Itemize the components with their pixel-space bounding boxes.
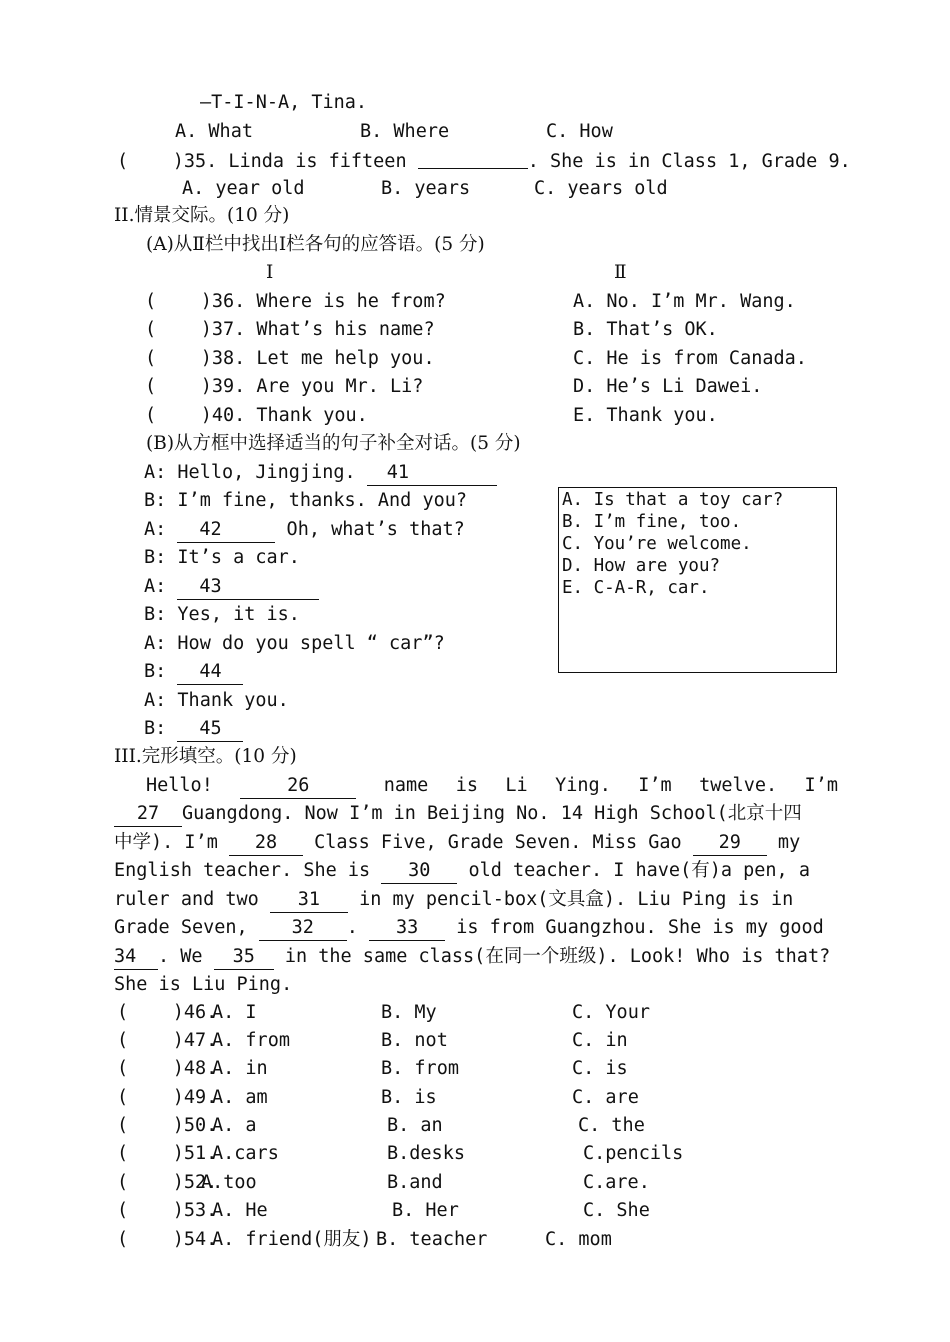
q35-blank xyxy=(418,148,528,169)
option-49-a: A. am xyxy=(212,1087,268,1108)
match-question-36: ( )36. Where is he from? xyxy=(145,291,446,312)
question-46: ( )46. xyxy=(117,1002,218,1023)
dialogue-line-4: B: It’s a car. xyxy=(144,547,300,568)
dialogue-line-7: A: How do you spell “ car”? xyxy=(144,633,445,654)
match-question-39: ( )39. Are you Mr. Li? xyxy=(145,376,424,397)
option-54-b: B. teacher xyxy=(376,1229,488,1250)
question-51: ( )51. xyxy=(117,1143,218,1164)
q34-answer-line: —T-I-N-A, Tina. xyxy=(200,92,368,113)
match-answer-e: E. Thank you. xyxy=(573,405,718,426)
option-51-c: C.pencils xyxy=(583,1143,684,1164)
passage-word: I’m xyxy=(638,775,672,796)
col1-header: Ⅰ xyxy=(266,262,274,283)
question-47: ( )47. xyxy=(117,1030,218,1051)
blank-42: 42 xyxy=(177,518,275,543)
option-52-c: C.are. xyxy=(583,1172,650,1193)
option-47-c: C. in xyxy=(572,1030,628,1051)
dialogue-text: A: xyxy=(144,519,178,540)
blank-45: 45 xyxy=(177,717,243,742)
blank-31: 31 xyxy=(270,888,348,913)
q35-text-a: 35. Linda is fifteen xyxy=(183,151,418,172)
option-46-c: C. Your xyxy=(572,1002,650,1023)
dialogue-line-8 xyxy=(144,660,243,685)
box-option-b: B. I’m fine, too. xyxy=(562,512,742,532)
option-50-a: A. a xyxy=(212,1115,257,1136)
question-52: ( )52. xyxy=(117,1172,218,1193)
match-answer-d: D. He’s Li Dawei. xyxy=(573,376,763,397)
question-50: ( )50. xyxy=(117,1115,218,1136)
blank-32: 32 xyxy=(259,916,347,941)
passage-text: in the same class(在同一个班级). Look! Who is that? xyxy=(273,946,831,967)
blank-35: 35 xyxy=(214,945,274,970)
box-option-e: E. C-A-R, car. xyxy=(562,578,710,598)
q35-option-c: C. years old xyxy=(534,178,668,199)
dialogue-line-5 xyxy=(144,575,319,600)
box-option-d: D. How are you? xyxy=(562,556,721,576)
option-54-a: A. friend(朋友) xyxy=(212,1229,372,1250)
dialogue-line-3 xyxy=(144,518,465,543)
passage-text: English teacher. She is xyxy=(114,860,382,881)
box-option-a: A. Is that a toy car? xyxy=(562,490,784,510)
option-52-a: A.too xyxy=(201,1172,257,1193)
dialogue-line-6: B: Yes, it is. xyxy=(144,604,300,625)
dialogue-line-1 xyxy=(144,461,497,486)
dialogue-text: A: xyxy=(144,576,178,597)
option-47-b: B. not xyxy=(381,1030,448,1051)
passage-text: 中学). I’m xyxy=(114,832,229,853)
blank-28: 28 xyxy=(229,831,303,856)
q34-option-b: B. Where xyxy=(360,121,450,142)
option-51-b: B.desks xyxy=(387,1143,465,1164)
blank-34: 34 xyxy=(114,945,158,970)
passage-text: Grade Seven, xyxy=(114,917,259,938)
passage-line-6 xyxy=(114,916,824,941)
option-47-a: A. from xyxy=(212,1030,290,1051)
option-51-a: A.cars xyxy=(212,1143,279,1164)
option-48-b: B. from xyxy=(381,1058,459,1079)
blank-41: 41 xyxy=(367,461,497,486)
q34-option-a: A. What xyxy=(175,121,253,142)
passage-word: I’m xyxy=(804,775,838,796)
match-answer-b: B. That’s OK. xyxy=(573,319,718,340)
blank-27: 27 xyxy=(114,802,182,827)
blank-43: 43 xyxy=(177,575,319,600)
passage-text: my xyxy=(766,832,801,853)
match-answer-c: C. He is from Canada. xyxy=(573,348,807,369)
passage-word: Hello! xyxy=(146,775,213,796)
part-b-title: (B)从方框中选择适当的句子补全对话。(5 分) xyxy=(146,433,521,454)
passage-text: ruler and two xyxy=(114,889,270,910)
dialogue-text: A: Hello, Jingjing. xyxy=(144,462,367,483)
option-53-a: A. He xyxy=(212,1200,268,1221)
q35-line xyxy=(117,148,851,174)
blank-33: 33 xyxy=(369,916,445,941)
passage-word: twelve. xyxy=(699,775,778,796)
passage-text: old teacher. I have(有)a pen, a xyxy=(457,860,810,881)
question-49: ( )49. xyxy=(117,1087,218,1108)
blank-26: 26 xyxy=(240,774,356,799)
match-answer-a: A. No. I’m Mr. Wang. xyxy=(573,291,796,312)
passage-text: Guangdong. Now I’m in Beijing No. 14 High School(北京十四 xyxy=(182,803,802,824)
passage-word: Ying. xyxy=(555,775,611,796)
dialogue-line-2: B: I’m fine, thanks. And you? xyxy=(144,490,468,511)
options-box xyxy=(558,487,837,673)
passage-line-3 xyxy=(114,831,800,856)
option-50-b: B. an xyxy=(387,1115,443,1136)
option-50-c: C. the xyxy=(578,1115,645,1136)
option-53-b: B. Her xyxy=(392,1200,459,1221)
match-question-37: ( )37. What’s his name? xyxy=(145,319,435,340)
dialogue-line-10 xyxy=(144,717,243,742)
option-49-b: B. is xyxy=(381,1087,437,1108)
section3-title: III.完形填空。(10 分) xyxy=(114,746,297,767)
option-52-b: B.and xyxy=(387,1172,443,1193)
q35-option-a: A. year old xyxy=(182,178,305,199)
match-question-38: ( )38. Let me help you. xyxy=(145,348,435,369)
passage-text: Class Five, Grade Seven. Miss Gao xyxy=(302,832,693,853)
passage-text: in my pencil-box(文具盒). Liu Ping is in xyxy=(347,889,794,910)
option-53-c: C. She xyxy=(583,1200,650,1221)
passage-line-1 xyxy=(146,774,838,799)
passage-line-8: She is Liu Ping. xyxy=(114,974,293,995)
dialogue-line-9: A: Thank you. xyxy=(144,690,289,711)
passage-line-7 xyxy=(114,945,830,970)
answer-paren: ( ) xyxy=(117,151,184,172)
passage-text: is from Guangzhou. She is my good xyxy=(445,917,824,938)
option-49-c: C. are xyxy=(572,1087,639,1108)
option-46-b: B. My xyxy=(381,1002,437,1023)
dialogue-text: B: xyxy=(144,661,178,682)
passage-word: name xyxy=(383,775,429,796)
q35-option-b: B. years xyxy=(381,178,471,199)
blank-44: 44 xyxy=(177,660,243,685)
passage-text: . We xyxy=(158,946,214,967)
option-46-a: A. I xyxy=(212,1002,257,1023)
dialogue-text: B: xyxy=(144,718,178,739)
passage-line-5 xyxy=(114,888,793,913)
question-54: ( )54. xyxy=(117,1229,218,1250)
passage-line-2 xyxy=(114,802,802,827)
blank-29: 29 xyxy=(693,831,767,856)
blank-30: 30 xyxy=(381,859,457,884)
dialogue-text: Oh, what’s that? xyxy=(275,519,465,540)
match-question-40: ( )40. Thank you. xyxy=(145,405,368,426)
q34-option-c: C. How xyxy=(546,121,613,142)
option-48-c: C. is xyxy=(572,1058,628,1079)
col2-header: Ⅱ xyxy=(614,262,627,283)
box-option-c: C. You’re welcome. xyxy=(562,534,752,554)
section2-title: II.情景交际。(10 分) xyxy=(114,205,290,226)
part-a-title: (A)从Ⅱ栏中找出Ⅰ栏各句的应答语。(5 分) xyxy=(146,234,485,255)
question-53: ( )53. xyxy=(117,1200,218,1221)
passage-text: . xyxy=(346,917,370,938)
q35-text-b: . She is in Class 1, Grade 9. xyxy=(527,151,851,172)
passage-line-4 xyxy=(114,859,810,884)
option-48-a: A. in xyxy=(212,1058,268,1079)
option-54-c: C. mom xyxy=(545,1229,612,1250)
passage-word: is xyxy=(455,775,478,796)
passage-word: Li xyxy=(505,775,528,796)
question-48: ( )48. xyxy=(117,1058,218,1079)
